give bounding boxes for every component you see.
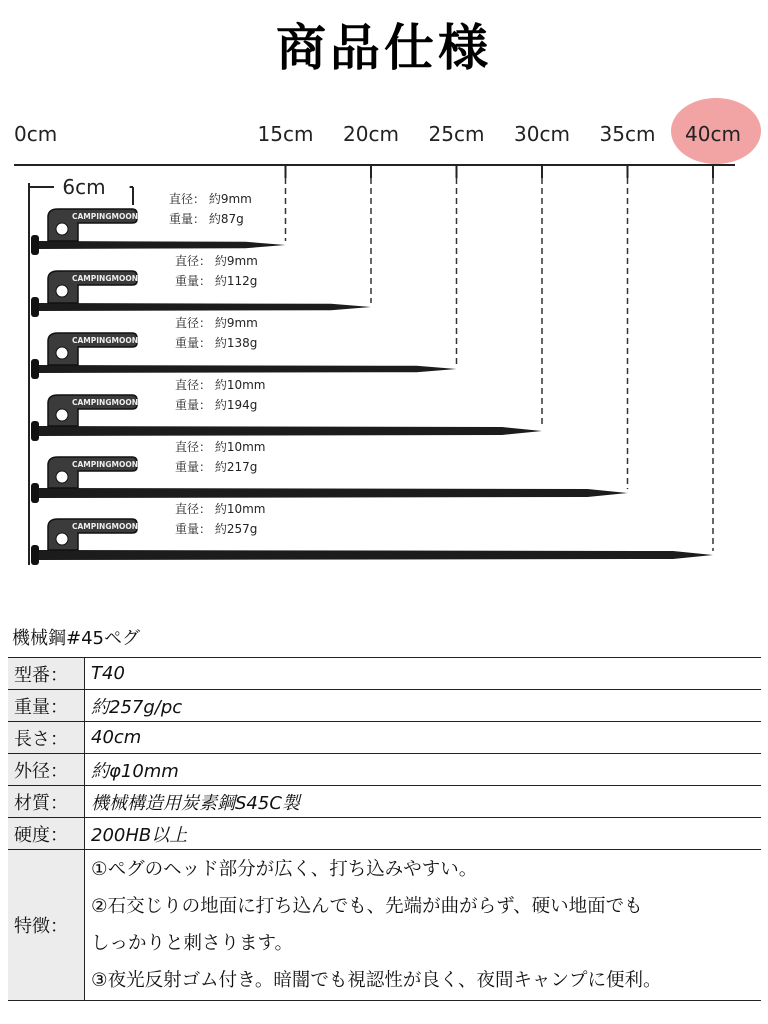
section-label: 機械鋼#45ペグ (12, 628, 140, 649)
spec-key: 長さ： (8, 722, 85, 754)
peg-item (31, 191, 286, 255)
spec-key: 硬度： (8, 818, 85, 850)
peg-cap (31, 359, 39, 379)
peg-weight: 重量： 約112g (175, 274, 258, 288)
spec-row-weight (8, 690, 761, 722)
spec-value: 40cm (85, 722, 762, 754)
spec-row-features (8, 850, 761, 1001)
peg-shaft (38, 303, 371, 311)
peg-brand: CAMPINGMOON (72, 212, 138, 221)
head-width-label: 6cm (62, 175, 106, 199)
peg-hole (56, 223, 68, 235)
spec-value: 機械構造用炭素鋼S45C製 (85, 786, 762, 818)
spec-key: 型番： (8, 658, 85, 690)
peg-diameter: 直径： 約10mm (175, 440, 266, 454)
spec-row-hardness (8, 818, 761, 850)
peg-item (31, 315, 457, 379)
peg-cap (31, 421, 39, 441)
peg-brand: CAMPINGMOON (72, 398, 138, 407)
ruler-tick-label: 25cm (428, 122, 485, 146)
spec-value: 約257g/pc (85, 690, 762, 722)
spec-table (8, 657, 761, 1001)
peg-weight: 重量： 約87g (169, 212, 244, 226)
feature-line: しっかりと刺さります。 (91, 933, 294, 954)
peg-hole (56, 471, 68, 483)
spec-row-length (8, 722, 761, 754)
peg-brand: CAMPINGMOON (72, 522, 138, 531)
peg-diameter: 直径： 約10mm (175, 502, 266, 516)
peg-hole (56, 347, 68, 359)
spec-key: 特徴： (8, 850, 85, 1001)
spec-value: 約φ10mm (85, 754, 762, 786)
peg-weight: 重量： 約194g (175, 398, 258, 412)
page-title: 商品仕様 (276, 19, 492, 77)
peg-cap (31, 483, 39, 503)
peg-shaft (38, 488, 628, 498)
peg-diameter: 直径： 約9mm (175, 254, 258, 268)
feature-line: ②石交じりの地面に打ち込んでも、先端が曲がらず、硬い地面でも (91, 896, 643, 917)
ruler-tick-label: 20cm (343, 122, 399, 146)
spec-key: 材質： (8, 786, 85, 818)
peg-diameter: 直径： 約9mm (175, 316, 258, 330)
spec-key: 重量： (8, 690, 85, 722)
peg-shaft (38, 241, 286, 249)
spec-value: T40 (85, 658, 762, 690)
peg-hole (56, 285, 68, 297)
ruler-tick-label: 15cm (257, 122, 314, 146)
peg-weight: 重量： 約257g (175, 522, 258, 536)
spec-value: 200HB以上 (85, 818, 762, 850)
peg-hole (56, 533, 68, 545)
peg-diameter: 直径： 約9mm (169, 192, 252, 206)
peg-weight: 重量： 約138g (175, 336, 258, 350)
spec-row-model (8, 658, 761, 690)
peg-item (31, 253, 371, 317)
ruler-tick-label: 0cm (14, 122, 58, 146)
peg-item (31, 439, 628, 503)
peg-cap (31, 235, 39, 255)
spec-value (85, 850, 762, 1001)
ruler-tick-label: 35cm (599, 122, 656, 146)
peg-diameter: 直径： 約10mm (175, 378, 266, 392)
ruler-tick-label: 30cm (514, 122, 570, 146)
peg-list (31, 191, 713, 565)
peg-shaft (38, 426, 542, 436)
spec-row-material (8, 786, 761, 818)
spec-key: 外径： (8, 754, 85, 786)
peg-cap (31, 297, 39, 317)
feature-line: ①ペグのヘッド部分が広く、打ち込みやすい。 (91, 859, 478, 880)
peg-brand: CAMPINGMOON (72, 336, 138, 345)
peg-hole (56, 409, 68, 421)
peg-cap (31, 545, 39, 565)
ruler-tick-label: 40cm (685, 122, 741, 146)
peg-weight: 重量： 約217g (175, 460, 258, 474)
peg-brand: CAMPINGMOON (72, 274, 138, 283)
peg-shaft (38, 550, 713, 560)
peg-shaft (38, 365, 457, 373)
peg-item (31, 377, 542, 441)
spec-row-diameter (8, 754, 761, 786)
feature-line: ③夜光反射ゴム付き。暗闇でも視認性が良く、夜間キャンプに便利。 (91, 970, 662, 991)
peg-brand: CAMPINGMOON (72, 460, 138, 469)
peg-item (31, 501, 713, 565)
